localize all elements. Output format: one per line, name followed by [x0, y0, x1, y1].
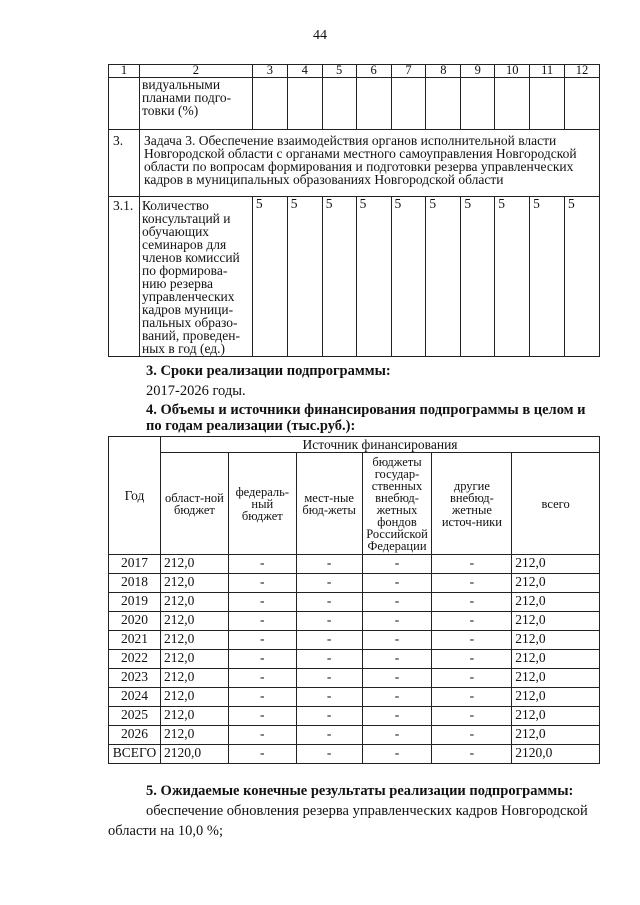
column-number: 8	[426, 65, 461, 78]
table-row	[109, 555, 600, 574]
amount-cell: -	[362, 631, 432, 650]
year-cell: 2021	[109, 631, 161, 650]
amount-cell: -	[432, 745, 512, 764]
amount-cell: 212,0	[160, 612, 228, 631]
page-number: 44	[313, 28, 327, 43]
amount-cell: -	[432, 612, 512, 631]
amount-cell: -	[296, 593, 362, 612]
year-cell: ВСЕГО	[109, 745, 161, 764]
table-row	[109, 78, 600, 130]
amount-cell: -	[432, 688, 512, 707]
table-row	[109, 745, 600, 764]
section-5-text: обеспечение обновления резерва управленческих кадров Новгородской	[146, 803, 588, 819]
source-group-header: Источник финансирования	[160, 437, 599, 453]
indicator-value: 5	[322, 197, 356, 357]
amount-cell: 212,0	[512, 555, 600, 574]
amount-cell: -	[228, 593, 296, 612]
indicator-value: 5	[391, 197, 426, 357]
table-row	[109, 631, 600, 650]
amount-cell: -	[362, 593, 432, 612]
column-number: 1	[109, 65, 140, 78]
amount-cell: 212,0	[512, 726, 600, 745]
amount-cell: -	[296, 745, 362, 764]
indicator-value: 5	[530, 197, 565, 357]
amount-cell: 2120,0	[160, 745, 228, 764]
amount-cell: 212,0	[160, 688, 228, 707]
source-column-header: бюджеты государ-ственных внебюд-жетных фондов Российской Федерации	[362, 453, 432, 555]
indicator-value: 5	[495, 197, 530, 357]
column-number-row	[109, 65, 600, 78]
indicator-value: 5	[287, 197, 322, 357]
amount-cell: -	[228, 574, 296, 593]
amount-cell: -	[228, 745, 296, 764]
table-row	[109, 574, 600, 593]
task-text: Задача 3. Обеспечение взаимодействия органов исполнительной власти Новгородской области с органами местного самоуправления Новгородской области по вопросам формирования и подготовки резерва управленческих кадров в муниципальных образованиях Новгородской области	[139, 130, 599, 197]
amount-cell: -	[228, 631, 296, 650]
financing-table	[108, 436, 600, 764]
amount-cell: -	[296, 574, 362, 593]
indicator-name-continued: видуальными планами подго-товки (%)	[139, 78, 252, 130]
column-number: 12	[565, 65, 600, 78]
indicator-value: 5	[426, 197, 461, 357]
amount-cell: -	[432, 631, 512, 650]
column-number: 3	[252, 65, 287, 78]
table-row	[109, 707, 600, 726]
amount-cell: -	[432, 574, 512, 593]
indicator-name: Количество консультаций и обучающих семинаров для членов комиссий по формирова-нию резерва управленческих кадров муници-пальных образо-ваний, проведен-ных в год (ед.)	[139, 197, 252, 357]
amount-cell: -	[296, 631, 362, 650]
amount-cell: -	[296, 555, 362, 574]
amount-cell: -	[296, 707, 362, 726]
amount-cell: -	[228, 650, 296, 669]
amount-cell: 212,0	[160, 555, 228, 574]
column-number: 7	[391, 65, 426, 78]
task-row	[109, 130, 600, 197]
year-cell: 2017	[109, 555, 161, 574]
amount-cell: 212,0	[512, 593, 600, 612]
amount-cell: -	[432, 669, 512, 688]
amount-cell: -	[296, 669, 362, 688]
table-row	[109, 197, 600, 357]
table-row	[109, 650, 600, 669]
column-number: 6	[356, 65, 391, 78]
source-column-header: всего	[512, 453, 600, 555]
amount-cell: -	[362, 688, 432, 707]
amount-cell: -	[228, 707, 296, 726]
task-number: 3.	[109, 130, 140, 197]
table-row	[109, 688, 600, 707]
year-header: Год	[109, 437, 161, 555]
amount-cell: 212,0	[512, 574, 600, 593]
table-row	[109, 669, 600, 688]
year-cell: 2018	[109, 574, 161, 593]
year-cell: 2019	[109, 593, 161, 612]
amount-cell: 212,0	[160, 593, 228, 612]
amount-cell: -	[228, 555, 296, 574]
indicators-table	[108, 64, 600, 357]
column-number: 5	[322, 65, 356, 78]
year-cell: 2020	[109, 612, 161, 631]
year-cell: 2026	[109, 726, 161, 745]
amount-cell: 212,0	[160, 650, 228, 669]
table-row	[109, 726, 600, 745]
year-cell: 2024	[109, 688, 161, 707]
amount-cell: -	[362, 574, 432, 593]
amount-cell: -	[362, 650, 432, 669]
amount-cell: -	[432, 555, 512, 574]
amount-cell: 212,0	[512, 669, 600, 688]
amount-cell: -	[228, 726, 296, 745]
section-3-text: 2017-2026 годы.	[146, 383, 246, 399]
indicator-value: 5	[461, 197, 495, 357]
amount-cell: -	[296, 650, 362, 669]
column-number: 2	[139, 65, 252, 78]
year-cell: 2025	[109, 707, 161, 726]
source-column-header: федераль-ный бюджет	[228, 453, 296, 555]
source-column-header: другие внебюд-жетные источ-ники	[432, 453, 512, 555]
amount-cell: -	[432, 593, 512, 612]
year-cell: 2022	[109, 650, 161, 669]
indicator-value: 5	[252, 197, 287, 357]
amount-cell: -	[362, 669, 432, 688]
amount-cell: 212,0	[512, 688, 600, 707]
year-cell: 2023	[109, 669, 161, 688]
amount-cell: -	[362, 555, 432, 574]
amount-cell: -	[228, 612, 296, 631]
amount-cell: 212,0	[512, 650, 600, 669]
section-4-heading: 4. Объемы и источники финансирования подпрограммы в целом и по годам реализации (тыс.руб.):	[146, 402, 586, 434]
amount-cell: -	[432, 650, 512, 669]
amount-cell: -	[296, 688, 362, 707]
column-number: 11	[530, 65, 565, 78]
amount-cell: 212,0	[160, 707, 228, 726]
amount-cell: 2120,0	[512, 745, 600, 764]
amount-cell: -	[362, 745, 432, 764]
section-5-text-cont: области на 10,0 %;	[108, 823, 224, 839]
section-5-heading: 5. Ожидаемые конечные результаты реализации подпрограммы:	[146, 783, 574, 799]
column-number: 9	[461, 65, 495, 78]
amount-cell: -	[296, 612, 362, 631]
table-row	[109, 593, 600, 612]
amount-cell: 212,0	[160, 726, 228, 745]
amount-cell: 212,0	[512, 707, 600, 726]
amount-cell: -	[362, 612, 432, 631]
amount-cell: 212,0	[160, 669, 228, 688]
source-column-header: област-ной бюджет	[160, 453, 228, 555]
amount-cell: -	[362, 726, 432, 745]
amount-cell: -	[228, 688, 296, 707]
indicator-number: 3.1.	[109, 197, 140, 357]
amount-cell: -	[432, 707, 512, 726]
amount-cell: -	[362, 707, 432, 726]
indicator-value: 5	[356, 197, 391, 357]
amount-cell: 212,0	[160, 574, 228, 593]
section-3-heading: 3. Сроки реализации подпрограммы:	[146, 363, 391, 379]
source-column-header: мест-ные бюд-жеты	[296, 453, 362, 555]
table-row	[109, 612, 600, 631]
amount-cell: -	[432, 726, 512, 745]
column-number: 4	[287, 65, 322, 78]
indicator-value: 5	[565, 197, 600, 357]
amount-cell: -	[228, 669, 296, 688]
amount-cell: 212,0	[512, 631, 600, 650]
amount-cell: 212,0	[512, 612, 600, 631]
column-number: 10	[495, 65, 530, 78]
amount-cell: 212,0	[160, 631, 228, 650]
amount-cell: -	[296, 726, 362, 745]
